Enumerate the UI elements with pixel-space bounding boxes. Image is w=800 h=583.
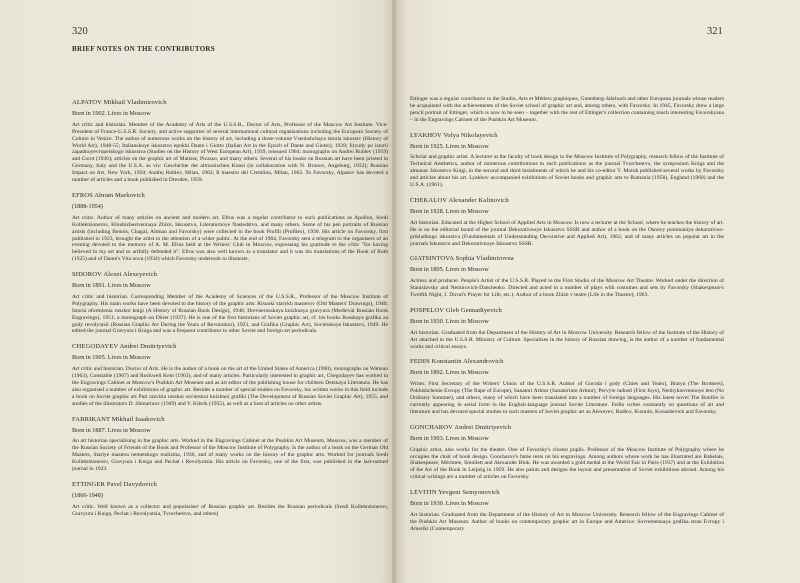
contributor-entry (410, 133, 724, 189)
contributor-name: ALPATOV Mikhail Vladimirovich (72, 99, 167, 106)
contributor-entry (410, 256, 724, 299)
contributor-dates: Born in 1887. Lives in Moscow (72, 426, 151, 434)
continued-text: Ettinger was a regular contributor to the Studio, Arts et Métiers graphiques, Gutenberg-Jahrbuch and other European journals whose readers he acquainted with the achievements of the Soviet school of graphic art and, among others, with Favorsky. In 1945, Favorsky drew a large pencil portrait of Ettinger, which is now to be seen – together with the rest of Ettinger's collection containing much interesting Favorskyana – in the Engravings Cabinet of the Pushkin Art Museum. (410, 96, 724, 123)
contributor-entry (410, 359, 724, 415)
contributor-name: ETTINGER Pavel Davydovich (72, 480, 157, 488)
contributor-entry (410, 198, 724, 247)
contributor-bio: Scholar and graphic artist. A lecturer at the faculty of book design in the Moscow Institute of Polygraphy, research fellow of the Institute of Technical Aesthetics, author of numerous contributions to such publications as the journal Tvorchestvo, the symposium Kniga and the almanac Iskusstvo Knigi, in the second and third instalments of which he and his co-editor Y. Molok published several works by Favorsky and articles about his art. Lyakhov accompanied exhibitions of Soviet books and graphic arts to Rumania (1958), England (1960) and the U.S.A. (1961). (410, 154, 724, 189)
contributor-dates: Born in 1902. Lives in Moscow (72, 109, 151, 117)
contributor-dates: Born in 1891. Lives in Moscow (72, 282, 151, 290)
contributor-name: FEDIN Konstantin Alexandrovich (410, 358, 504, 366)
contributor-dates: Born in 1925. Lives in Moscow (410, 142, 489, 150)
left-column (72, 100, 388, 527)
contributor-dates: Born in 1892. Lives in Moscow (410, 369, 489, 377)
contributor-bio: Art critic. Author of many articles on ancient and modern art. Efros was a regular contributor to such publications as Apollon, Sredi Kollektsionerov, Khudozhestvennaya Zhizn, Iskusstvo, Literaturnoye Nasledstvo, and many others. Some of his pen portraits of Russian artists (including Benois, Chagal, Altman and Favorsky) were collected in the book Profili (Profiles), 1930. His article on Favorsky, first published in 1923, brought the artist to the attention of a wider public. At the end of 1964, Favorsky sent a telegram to the organisers of an evening devoted to the memory of A. M. Efros held at the Writers' Club in Moscow, expressing his gratitude to the critic "for having believed in my art and so artfully defended it". Efros was also well known as a translator and it was his translations of the Book of Ruth (1925) and of Dante's Vita nova (1934) which Favorsky undertook to illustrate. (72, 214, 388, 263)
contributor-name: CHEKALOV Alexander Kalinovich (410, 196, 509, 204)
contributor-dates: Born in 1905. Lives in Moscow (72, 354, 151, 362)
contributor-entry (72, 417, 388, 473)
contributor-name: SIDOROV Alexei Alexeyevich (72, 271, 158, 279)
contributor-name: POSPELOV Gleb Gennadiyevich (410, 306, 502, 314)
contributor-dates: (1888-1954) (72, 202, 103, 210)
contributor-entry (410, 308, 724, 351)
contributor-name: LYAKHOV Volya Nikolayevich (410, 131, 498, 139)
right-column (410, 96, 724, 542)
contributor-name: CHEGODAYEV Andrei Dmitriyevich (72, 343, 177, 351)
contributor-bio: Art critic and historian. Corresponding Member of the Academy of Sciences of the U.S.S.R., Professor of the Moscow Institute of Polygraphy. His main works have been devoted to the history of the graphic arts: Risunki starykh masterov (Old Masters' Drawings), 1940; Istoria oformlenia russkoi knigi (A History of Russian Book Design), 1946; Drevnerusskaya knizhnaya gravyura (Medieval Russian Book Engravings), 1951; a monograph on Dürer (1937). He is one of the first historians of Soviet graphic art, cf. his books Russkaya grafika za gody revolyutsii (Russian Graphic Art During the Years of Revolution), 1923, and Grafika (Graphic Art), Sovietskoye Iskusstvo, 1949. He edited the journal Gravyura i Kniga and was a frequent contributor to other Soviet and foreign art periodicals. (72, 293, 388, 335)
contributor-bio: Art critic and historian. Doctor of Arts. He is the author of a book on the art of the United States of America (1960), monographs on Watteau (1963), Constable (1967) and Rockwell Kent (1963), and of many articles. Particularly interested in graphic art, Chegodayev has worked in the Engravings Cabinet at Moscow's Pushkin Art Museum and as art editor of the publishing house for children Detskaya Literatura. He has also organised a number of exhibitions of graphic art. Besides a number of special studies on Favorsky, his written works in this field include a book on Soviet graphic art Puti razvitia russkoi sovietskoi knizhnoi grafiki (The Development of Russian Soviet Graphic Art), 1955, and studies of the illustrators D. Shmarinov (1949) and Y. Kibrik (1955), as well as a host of articles on other artists. (72, 366, 388, 407)
contributor-name: LEVITIN Yevgeni Semyonovich (410, 489, 500, 497)
contributor-bio: Actress and producer. People's Artist of the U.S.S.R. Played in the First Studio of the Moscow Art Theatre. Worked under the direction of Stanislavsky and Nemirovich-Danchenko. Directed and acted in a number of plays with costumes and sets by Favorsky (Shakespeare's Twelfth Night, J. Duval's Prayer for Life, etc.). Author of a book Zhizn v teatre (Life in the Theatre), 1963. (410, 278, 724, 299)
contributor-dates: Born in 1928. Lives in Moscow (410, 207, 489, 215)
running-head: BRIEF NOTES ON THE CONTRIBUTORS (72, 45, 215, 53)
contributor-bio: Art critic. Well known as a collector and populariser of Russian graphic art. Besides the Russian periodicals (Sredi Kollektsionerov, Gravyura i Kniga, Pechat i Revolyutsia, Tvorchestvo, and others) (72, 503, 388, 517)
contributor-entry (72, 482, 388, 518)
contributor-entry (410, 425, 724, 481)
contributor-bio: An art historian specialising in the graphic arts. Worked in the Engravings Cabinet at the Pushkin Art Museum, Moscow, was a member of the Russian Society of Friends of the Book and Professor of the Moscow Institute of Polygraphy. Is the author of a book on the German Old Masters, Stariye mastera nemetskogo realizma, 1936, and of many works on the history of the graphic arts. Worked for journals Sredi Kollektsionerov, Gravyura i Kniga and Pechat i Revolyutsia. His article on Favorsky, one of the first, was published in the last-named journal in 1923. (72, 438, 388, 473)
contributor-dates: Born in 1930. Lives in Moscow (410, 500, 489, 508)
contributor-dates: (1866-1948) (72, 491, 103, 499)
page-number: 320 (72, 26, 88, 37)
contributor-name: GONCHAROV Andrei Dmitriyevich (410, 423, 512, 431)
contributor-bio: Art historian. Graduated from the Department of the History of Art in Moscow University. Research fellow of the Engravings Cabinet of the Pushkin Art Museum. Author of books on contemporary graphic art in Europe and America: Sovremennaya grafika stran Evropy i Ameriki (Contemporary (410, 511, 724, 532)
contributor-name: EFROS Abram Markovich (72, 191, 145, 199)
contributor-bio: Writer. First Secretary of the Writers' Union of the U.S.S.R. Author of Goroda i gody (Cities and Years), Bratya (The Brothers), Pokhishchenie Evropy (The Rape of Europe), Sanatori Arktur (Sanatorium Arktur), Pervyie radosti (First Joys), Neobyknovennoye leto (No Ordinary Summer), and others, many of which have been translated into a number of foreign languages. His latest novel The Bonfire is currently appearing in serial form in the English-language journal Soviet Literature. Fedin writes constantly on questions of art and literature and has devoted special studies to such masters of Soviet graphic art as Alexeyev, Radlov, Kuzmin, Konashevich and Favorsky. (410, 381, 724, 415)
book-gutter (392, 0, 396, 583)
page-number: 321 (707, 26, 723, 37)
contributor-dates: Born in 1930. Lives in Moscow (410, 317, 489, 325)
contributor-name: FABRIKANT Mikhail Isaakovich (72, 415, 165, 423)
contributor-name: GIATSINTOVA Sophia Vladimirovna (410, 255, 514, 263)
contributor-entry (72, 193, 388, 263)
left-page (0, 0, 394, 583)
contributor-dates: Born in 1895. Lives in Moscow (410, 266, 489, 274)
right-page (394, 0, 800, 583)
contributor-bio: Art critic and historian. Member of the Academy of Arts of the U.S.S.R., Doctor of Arts, Professor of the Moscow Art Institute. Vice-President of France-U.S.S.R. Society, and active supporter of several international cultural organisations including the European Society of Culture in Venice. The author of numerous works on the history of art, including a three-volume Vseobshchaya istoria iskusstv (History of World Art), 1948-55; Italianskoye iskusstvo epokhi Dante i Giotto (Italian Art in the Epoch of Dante and Giotto), 1939; Etyudy po istorii zapadnoyevropeiskogo iskusstva (Studies on the History of West European Art), 1939, reissued 1964; monographs on Andrei Rublev (1959) and Corot (1936); articles on the graphic art of Matisse, Picasso, and many others. Several of his books on Russian art have been printed in Germany, Italy and the U.S.A. as viz: Geschichte der altrussischen Kunst (in collaboration with N. Brunov, Augsburg, 1932); Russian Impact on Art, New York, 1950; Andrej Rublev, Milan, 1962; Il maestro del Cremlino, Milan, 1963. To Favorsky, Alpatov has devoted a number of articles and a book published in Dresden, 1959. (72, 121, 388, 184)
contributor-bio: Art historian. Educated at the Higher School of Applied Arts in Moscow. Is now a lecturer at the School, where he teaches the history of art. He is on the editorial board of the journal Dekorativnoye Iskusstvo SSSR and author of a book on the Osnovy ponimaniya dekorativno-prikladnogo iskusstva (Fundamentals of Understanding Decorative and Applied Art), 1962, and of many articles on popular art in the journals Iskusstvo and Dekorativnoye Iskusstvo SSSR. (410, 219, 724, 247)
contributor-dates: Born in 1903. Lives in Moscow (410, 434, 489, 442)
contributor-entry (410, 490, 724, 533)
contributor-entry (72, 272, 388, 335)
contributor-bio: Graphic artist, also works for the theatre. One of Favorsky's closest pupils. Professor of the Moscow Institute of Polygraphy where he occupies the chair of book design. Goncharov's fame rests on his engravings. Among authors whose work he has illustrated are Rabelais, Shakespeare, Mérimée, Smollett and Alexander Blok. He was awarded a gold medal at the World Fair in Paris (1937) and at the Exhibition of the Art of the Book in Leipzig in 1959. He also paints and designs the layout and presentation of Soviet exhibitions abroad. Among his critical writings are a number of articles on Favorsky. (410, 446, 724, 481)
contributor-bio: Art historian. Graduated from the Department of the History of Art in Moscow University. Research fellow of the Institute of the History of Art attached to the U.S.S.R. Ministry of Culture. Specialises in the history of Russian drawing, is the author of a number of fundamental works and critical essays. (410, 329, 724, 350)
contributor-entry (72, 100, 388, 184)
contributor-entry (72, 344, 388, 407)
